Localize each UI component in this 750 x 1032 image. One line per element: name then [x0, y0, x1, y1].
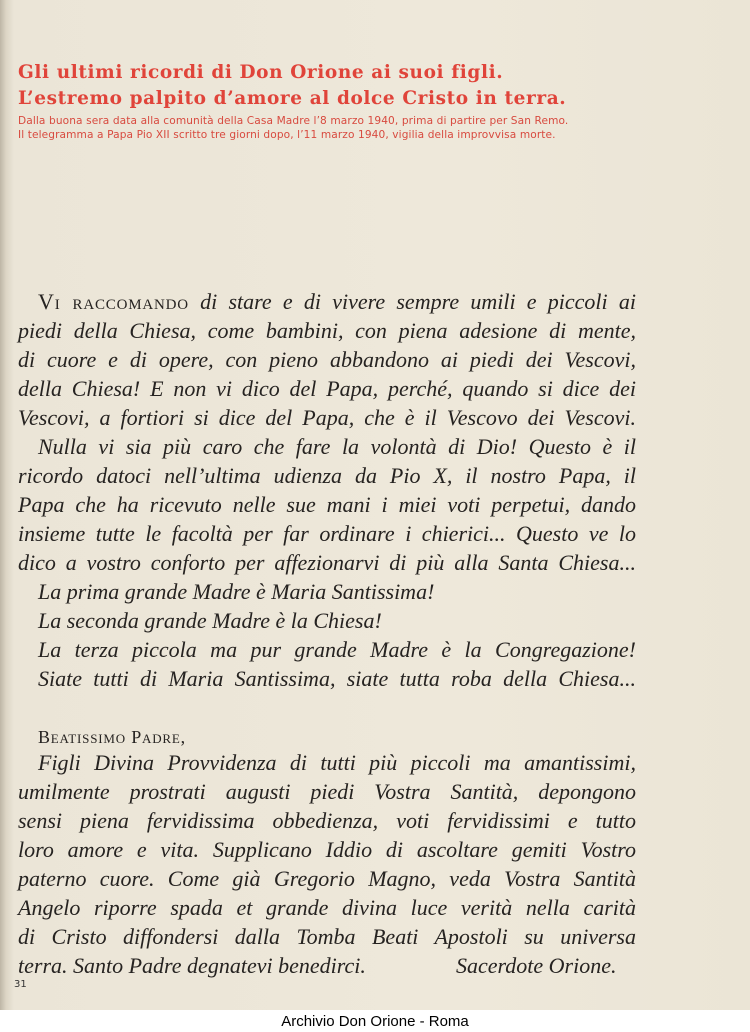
body-line: Nulla vi sia più caro che fare la volontà di Dio! Questo è il [38, 434, 636, 459]
footer-credit: Archivio Don Orione - Roma [281, 1013, 469, 1030]
body-line: umilmente prostrati augusti piedi Vostra Santità, depongono [18, 779, 636, 804]
body-line: paterno cuore. Come già Gregorio Magno, veda Vostra Santità [18, 866, 636, 891]
title-line-2: L’estremo palpito d’amore al dolce Cristo in terra. [18, 88, 567, 109]
page-number: 31 [14, 979, 27, 990]
salutation: Beatissimo Padre, [38, 727, 186, 747]
footer-bar [0, 1010, 750, 1032]
body-line: Vescovi, a fortiori si dice del Papa, che è il Vescovo dei Vescovi. [18, 405, 636, 430]
body-line: sensi piena fervidissima obbedienza, voti fervidissimi e tutto [18, 808, 636, 833]
body-line: piedi della Chiesa, come bambini, con piena adesione di mente, [18, 318, 636, 343]
body-line [38, 289, 636, 315]
title-line-1: Gli ultimi ricordi di Don Orione ai suoi figli. [18, 62, 504, 83]
body-line-text: di stare e di vivere sempre umili e piccoli ai [200, 289, 636, 314]
body-line: ricordo datoci nell’ultima udienza da Pio X, il nostro Papa, il [18, 463, 636, 488]
body-line: della Chiesa! E non vi dico del Papa, perché, quando si dice dei [18, 376, 636, 401]
body-line: La terza piccola ma pur grande Madre è la Congregazione! [38, 637, 636, 662]
lead-small-caps: Vi raccomando [38, 289, 189, 314]
body-line: terra. Santo Padre degnatevi benedirci. [18, 953, 366, 978]
body-line: Papa che ha ricevuto nelle sue mani i miei voti perpetui, dando [18, 492, 636, 517]
body-line: loro amore e vita. Supplicano Iddio di ascoltare gemiti Vostro [18, 837, 636, 862]
body-line: di cuore e di opere, con pieno abbandono ai piedi dei Vescovi, [18, 347, 636, 372]
subtitle-line-2: Il telegramma a Papa Pio XII scritto tre giorni dopo, l’11 marzo 1940, vigilia della improvvisa morte. [18, 129, 556, 141]
body-line: Siate tutti di Maria Santissima, siate tutta roba della Chiesa... [38, 666, 636, 691]
body-line: insieme tutte le facoltà per far ordinare i chierici... Questo ve lo [18, 521, 636, 546]
signature: Sacerdote Orione. [456, 953, 617, 978]
body-line: dico a vostro conforto per affezionarvi di più alla Santa Chiesa... [18, 550, 636, 575]
body-line: Figli Divina Provvidenza di tutti più piccoli ma amantissimi, [38, 750, 636, 775]
subtitle-line-1: Dalla buona sera data alla comunità della Casa Madre l’8 marzo 1940, prima di partire per San Remo. [18, 115, 569, 127]
body-line: La prima grande Madre è Maria Santissima! [38, 579, 435, 604]
body-line: Angelo riporre spada et grande divina luce verità nella carità [18, 895, 636, 920]
body-line: La seconda grande Madre è la Chiesa! [38, 608, 382, 633]
body-line: di Cristo diffondersi dalla Tomba Beati Apostoli su universa [18, 924, 636, 949]
